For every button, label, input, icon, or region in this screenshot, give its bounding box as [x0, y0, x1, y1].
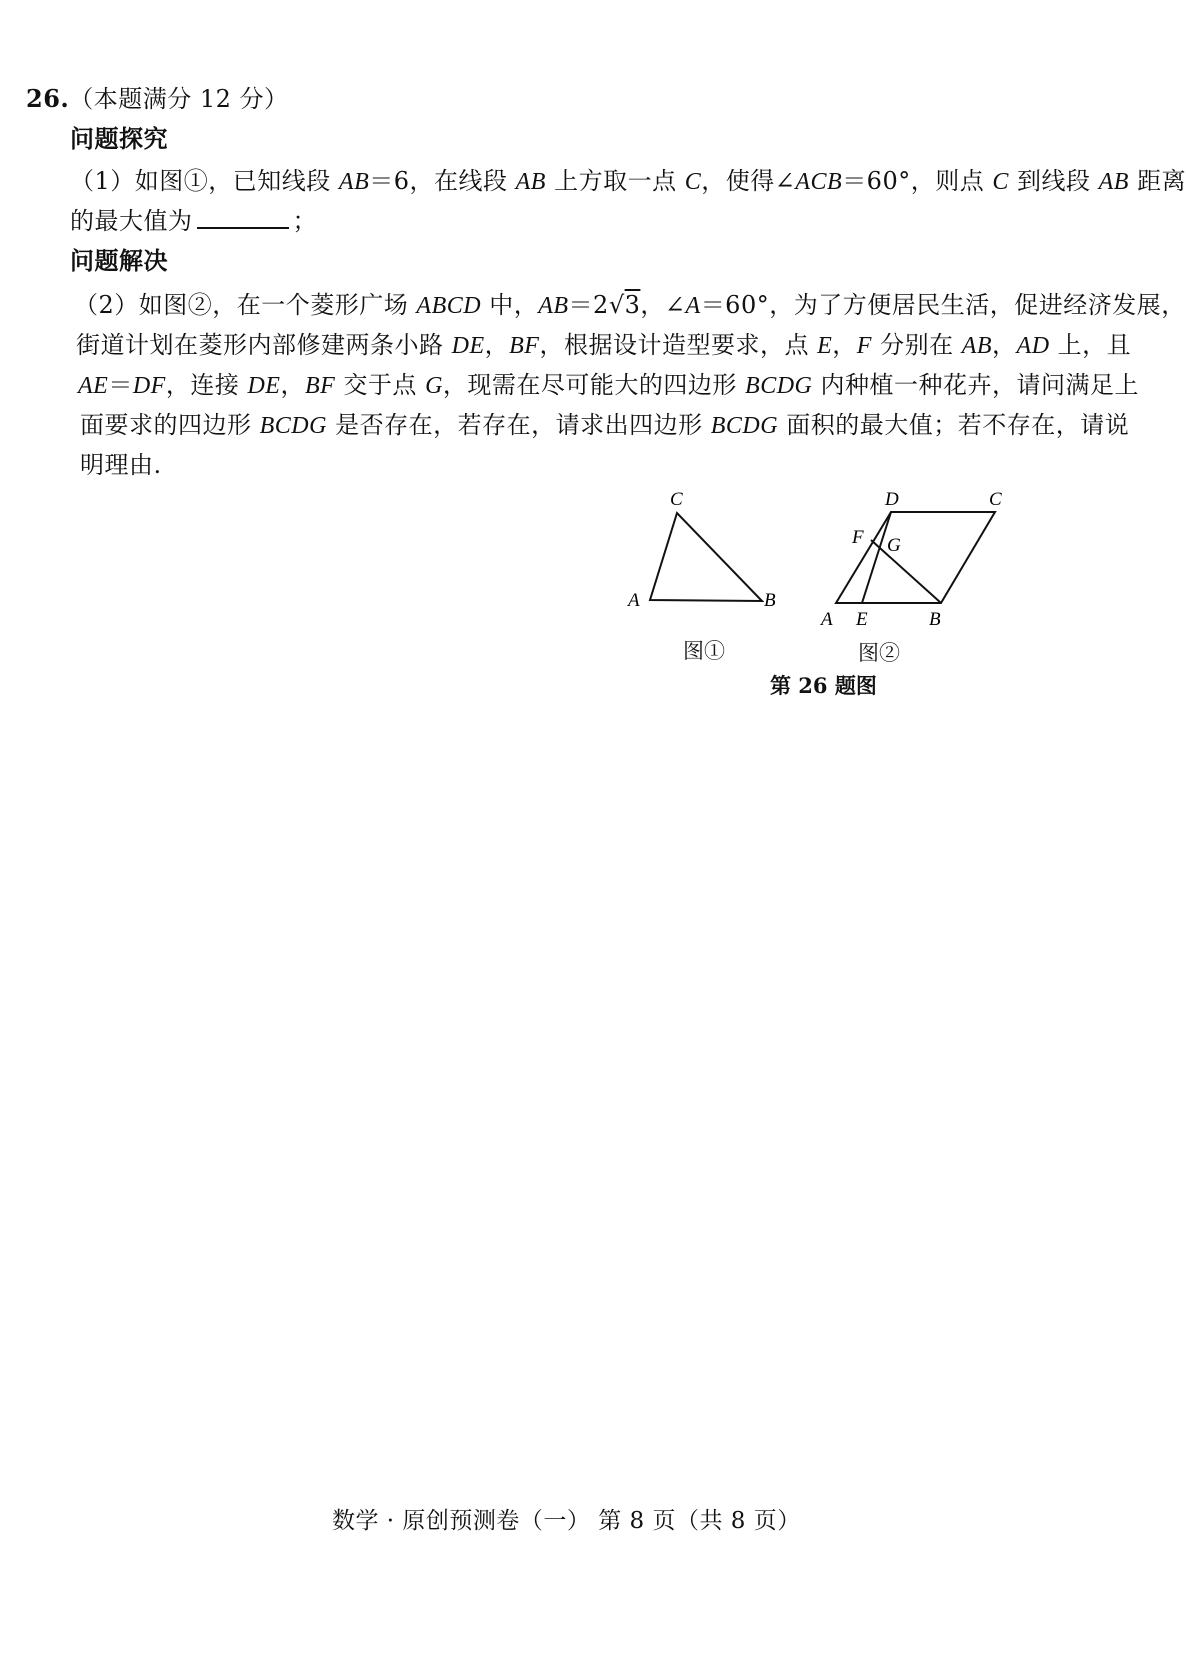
figure-caption: 第 26 题图: [770, 673, 877, 698]
text: ＝2: [568, 291, 609, 319]
answer-blank[interactable]: [197, 207, 289, 229]
part2-line2: [76, 329, 1131, 362]
text: ，连接: [165, 371, 248, 399]
label-c: C: [670, 489, 683, 510]
rhombus-abcd: [836, 512, 995, 603]
text: ；: [292, 207, 317, 235]
text: 的最大值为: [70, 207, 193, 235]
math-ab: AB: [538, 293, 569, 319]
sqrt-radicand: 3: [624, 291, 641, 319]
text: 分别在: [871, 331, 962, 359]
math-ad: AD: [1016, 333, 1050, 359]
text: （2）如图②，在一个菱形广场: [74, 291, 417, 319]
figure-1-caption: 图①: [683, 639, 725, 663]
text: 到线段: [1008, 167, 1099, 195]
part2-line3: [78, 369, 1139, 402]
text: ，使得∠: [701, 167, 796, 195]
label-a: A: [821, 609, 833, 630]
label-c: C: [989, 489, 1002, 510]
triangle-abc: [650, 513, 762, 601]
math-bcdg: BCDG: [745, 373, 813, 399]
text: ，: [832, 331, 857, 359]
figure-2-rhombus: [805, 483, 1020, 633]
math-bf: BF: [509, 333, 540, 359]
text: 上方取一点: [545, 167, 685, 195]
math-a: A: [685, 293, 701, 319]
math-c: C: [684, 169, 702, 195]
text: 面要求的四边形: [80, 411, 260, 439]
text: 是否存在，若存在，请求出四边形: [326, 411, 711, 439]
text: ，: [992, 331, 1017, 359]
figure-1-triangle: [620, 485, 790, 625]
label-f: F: [852, 527, 864, 548]
math-acb: ACB: [795, 169, 843, 195]
label-a: A: [628, 590, 640, 611]
text: ＝60°，则点: [842, 167, 993, 195]
score-note: （本题满分 12 分）: [69, 85, 289, 113]
text: ＝: [108, 371, 133, 399]
text: ＝60°，为了方便居民生活，促进经济发展，: [700, 291, 1186, 319]
text: ，现需在尽可能大的四边形: [442, 371, 746, 399]
math-ab: AB: [961, 333, 993, 359]
text: 上，且: [1049, 331, 1132, 359]
math-f: F: [856, 333, 872, 359]
math-de: DE: [247, 373, 281, 399]
text: 街道计划在菱形内部修建两条小路: [76, 331, 452, 359]
math-g: G: [425, 373, 443, 399]
math-ae: AE: [78, 373, 109, 399]
label-b: B: [764, 590, 776, 611]
math-bcdg: BCDG: [259, 413, 327, 439]
text: ＝6，在线段: [369, 167, 516, 195]
text: （1）如图①，已知线段: [70, 167, 339, 195]
math-ab: AB: [338, 169, 370, 195]
text: ，: [280, 371, 305, 399]
text: ，: [484, 331, 510, 359]
label-b: B: [929, 609, 941, 630]
math-c: C: [992, 169, 1009, 195]
section-title-explore: 问题探究: [70, 124, 168, 153]
part1-line2: [70, 205, 317, 237]
question-number: 26.: [26, 84, 70, 113]
label-g: G: [887, 535, 901, 556]
math-bf: BF: [304, 373, 336, 399]
text: 中，: [481, 291, 539, 319]
sqrt-symbol: √3: [608, 291, 641, 319]
text: 内种植一种花卉，请问满足上: [812, 371, 1140, 399]
math-abcd: ABCD: [416, 293, 482, 319]
text: 距离: [1128, 167, 1186, 195]
question-heading: [26, 83, 289, 115]
text: 面积的最大值；若不存在，请说: [778, 411, 1130, 439]
math-ab: AB: [1098, 169, 1129, 195]
label-d: D: [885, 489, 899, 510]
math-ab: AB: [515, 169, 546, 195]
label-e: E: [856, 609, 868, 630]
part2-line4: [80, 409, 1129, 442]
text: ，∠: [640, 291, 686, 319]
segment-bf: [871, 540, 941, 603]
page-footer: 数学 · 原创预测卷（一） 第 8 页（共 8 页）: [332, 1508, 801, 1534]
math-e: E: [817, 333, 833, 359]
segment-de: [862, 512, 891, 603]
text: ，根据设计造型要求，点: [539, 331, 818, 359]
math-df: DF: [132, 373, 166, 399]
part1-line1: [70, 165, 1186, 198]
part2-line1: [74, 289, 1186, 322]
section-title-solve: 问题解决: [70, 246, 168, 275]
figure-2-caption: 图②: [858, 641, 900, 665]
part2-line5: 明理由.: [80, 451, 162, 479]
math-bcdg: BCDG: [710, 413, 779, 439]
text: 交于点: [335, 371, 426, 399]
math-de: DE: [451, 333, 485, 359]
